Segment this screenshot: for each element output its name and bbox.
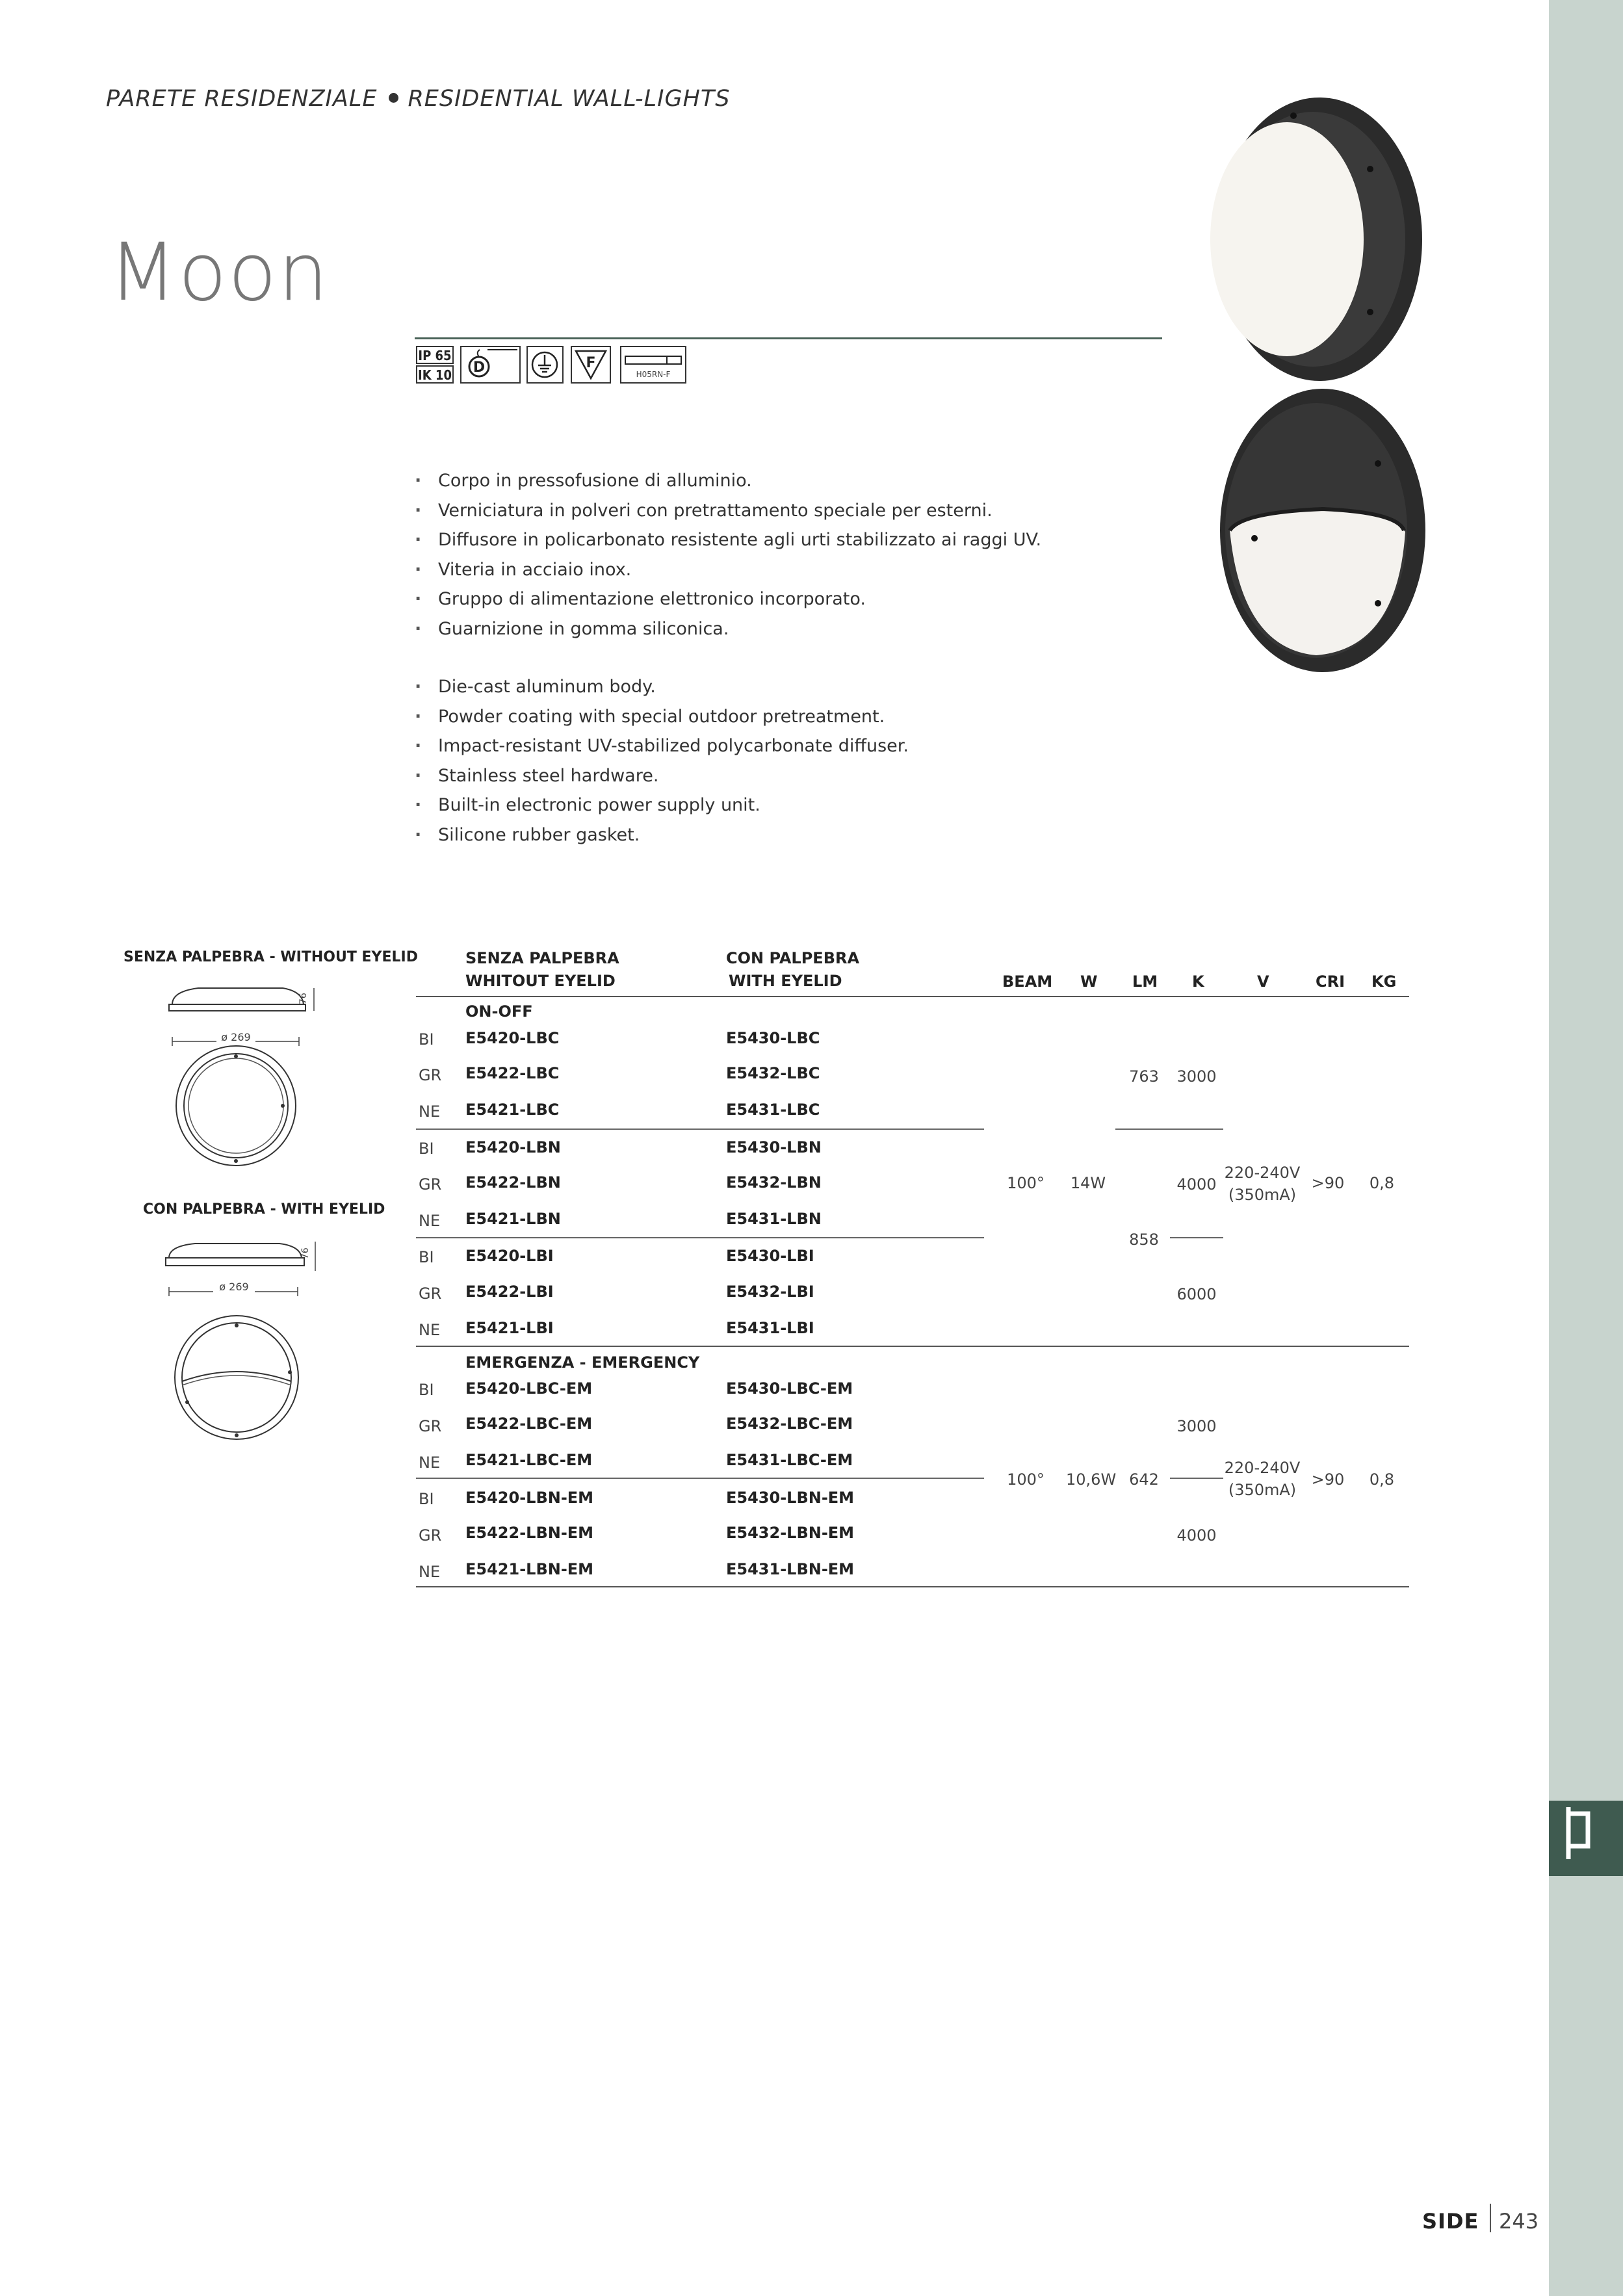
product-code: E5431-LBC-EM: [726, 1451, 853, 1469]
cri-value: >90: [1311, 1174, 1345, 1192]
product-code: E5430-LBN: [726, 1138, 822, 1156]
color-code: BI: [419, 1381, 434, 1399]
color-code: GR: [419, 1417, 442, 1435]
header-without-eyelid-en: WHITOUT EYELID: [465, 972, 616, 990]
earth-ground-icon: [526, 346, 564, 384]
k-divider: [1170, 1478, 1223, 1479]
section-rule: [416, 1346, 1409, 1347]
group-divider: [416, 1478, 984, 1479]
header-k: K: [1192, 972, 1204, 991]
header-w: W: [1080, 972, 1098, 991]
product-code: E5431-LBI: [726, 1319, 814, 1337]
list-item: · Diffusore in policarbonato resistente agli urti stabilizzato ai raggi UV.: [415, 525, 1041, 555]
kelvin-value: 3000: [1176, 1067, 1217, 1086]
product-code: E5432-LBC-EM: [726, 1415, 853, 1433]
diagram-label-with-eyelid: CON PALPEBRA - WITH EYELID: [143, 1201, 385, 1218]
product-code: E5431-LBN: [726, 1210, 822, 1228]
product-code: E5420-LBN: [465, 1138, 561, 1156]
beam-value: 100°: [1007, 1470, 1045, 1489]
k-divider: [1170, 1237, 1223, 1238]
product-code: E5422-LBN-EM: [465, 1524, 594, 1542]
weight-value: 0,8: [1369, 1174, 1395, 1192]
color-code: BI: [419, 1248, 434, 1266]
f-mark-letter: F: [586, 355, 596, 371]
color-code: NE: [419, 1563, 441, 1581]
header-lm: LM: [1132, 972, 1158, 991]
ik-rating-text: IK 10: [416, 365, 454, 384]
header-v: V: [1257, 972, 1269, 991]
product-code: E5420-LBC-EM: [465, 1379, 593, 1398]
cri-value: >90: [1311, 1470, 1345, 1489]
group-divider: [416, 1237, 984, 1238]
product-photo-without-eyelid: [1209, 98, 1430, 384]
header-cri: CRI: [1316, 972, 1345, 991]
list-item: · Die-cast aluminum body.: [415, 672, 909, 702]
voltage-value: 220-240V: [1224, 1164, 1301, 1182]
lumen-value: 763: [1129, 1067, 1159, 1086]
list-item: · Gruppo di alimentazione elettronico incorporato.: [415, 584, 1041, 614]
diagram-label-without-eyelid: SENZA PALPEBRA - WITHOUT EYELID: [123, 949, 418, 965]
page-number: 243: [1499, 2209, 1539, 2234]
product-photo-with-eyelid: [1215, 389, 1430, 675]
kelvin-value: 4000: [1176, 1526, 1217, 1545]
group-divider: [416, 1128, 984, 1130]
section-emergency: EMERGENZA - EMERGENCY: [465, 1353, 700, 1372]
color-code: BI: [419, 1030, 434, 1049]
product-code: E5421-LBI: [465, 1319, 554, 1337]
footer-separator: [1490, 2204, 1491, 2232]
weight-value: 0,8: [1369, 1470, 1395, 1489]
lumen-value: 642: [1129, 1470, 1159, 1489]
header-kg: KG: [1371, 972, 1397, 991]
product-code: E5430-LBN-EM: [726, 1489, 855, 1507]
color-code: NE: [419, 1321, 441, 1339]
product-code: E5420-LBN-EM: [465, 1489, 594, 1507]
diagram-without-eyelid: [159, 978, 322, 1173]
title-divider: [415, 337, 1162, 339]
color-code: GR: [419, 1066, 442, 1084]
color-code: BI: [419, 1490, 434, 1508]
list-item: · Built-in electronic power supply unit.: [415, 790, 909, 820]
kelvin-value: 3000: [1176, 1417, 1217, 1435]
voltage-value: 220-240V: [1224, 1459, 1301, 1477]
features-italian: [415, 466, 1041, 644]
lm-k-divider: [1115, 1128, 1223, 1130]
product-code: E5422-LBN: [465, 1173, 561, 1192]
product-code: E5421-LBC-EM: [465, 1451, 593, 1469]
header-with-eyelid-it: CON PALPEBRA: [726, 949, 860, 967]
footer-brand: SIDE: [1422, 2209, 1479, 2234]
current-value: (350mA): [1228, 1186, 1297, 1204]
list-item: · Silicone rubber gasket.: [415, 820, 909, 850]
section-on-off: ON-OFF: [465, 1002, 533, 1021]
color-code: NE: [419, 1454, 441, 1472]
header-beam: BEAM: [1002, 972, 1053, 991]
lumen-value: 858: [1129, 1231, 1159, 1249]
color-code: GR: [419, 1285, 442, 1303]
d-class-icon: [460, 346, 521, 384]
kelvin-value: 4000: [1176, 1175, 1217, 1194]
product-code: E5430-LBC: [726, 1029, 820, 1047]
product-code: E5431-LBC: [726, 1101, 820, 1119]
cable-h05rn-f-icon: [620, 346, 686, 384]
ip-rating-icon: [416, 346, 454, 384]
product-code: E5421-LBC: [465, 1101, 560, 1119]
list-item: · Stainless steel hardware.: [415, 761, 909, 791]
features-english: [415, 672, 909, 850]
diameter-dimension: ø 269: [219, 1281, 249, 1293]
color-code: NE: [419, 1212, 441, 1230]
kelvin-value: 6000: [1176, 1285, 1217, 1303]
height-dimension: 76: [298, 993, 309, 1004]
bullet-dot-icon: [389, 93, 398, 103]
product-code: E5422-LBC: [465, 1064, 560, 1082]
product-code: E5420-LBC: [465, 1029, 560, 1047]
product-code: E5432-LBC: [726, 1064, 820, 1082]
ip-rating-text: IP 65: [416, 346, 454, 364]
d-class-letter: D: [473, 359, 486, 376]
list-item: · Corpo in pressofusione di alluminio.: [415, 466, 1041, 496]
product-code: E5432-LBN-EM: [726, 1524, 855, 1542]
list-item: · Verniciatura in polveri con pretrattamento speciale per esterni.: [415, 496, 1041, 526]
current-value: (350mA): [1228, 1481, 1297, 1499]
list-item: · Viteria in acciaio inox.: [415, 555, 1041, 585]
product-title: Moon: [109, 226, 330, 319]
color-code: GR: [419, 1526, 442, 1545]
color-code: GR: [419, 1175, 442, 1194]
section-tab-icon: [1549, 1801, 1623, 1876]
product-code: E5432-LBI: [726, 1283, 814, 1301]
header-with-eyelid-en: WITH EYELID: [729, 972, 842, 990]
table-header-rule: [416, 996, 1409, 997]
list-item: · Powder coating with special outdoor pretreatment.: [415, 702, 909, 732]
diagram-with-eyelid: [156, 1232, 325, 1443]
product-code: E5421-LBN-EM: [465, 1560, 594, 1578]
watt-value: 14W: [1070, 1174, 1106, 1192]
product-code: E5430-LBI: [726, 1247, 814, 1265]
product-code: E5431-LBN-EM: [726, 1560, 855, 1578]
list-item: · Guarnizione in gomma siliconica.: [415, 614, 1041, 644]
product-code: E5422-LBC-EM: [465, 1415, 593, 1433]
cable-label: H05RN-F: [636, 370, 671, 379]
table-end-rule: [416, 1586, 1409, 1587]
list-item: · Impact-resistant UV-stabilized polycarbonate diffuser.: [415, 731, 909, 761]
f-mark-icon: [571, 346, 611, 384]
product-code: E5432-LBN: [726, 1173, 822, 1192]
watt-value: 10,6W: [1066, 1470, 1117, 1489]
diameter-dimension: ø 269: [221, 1031, 251, 1043]
side-color-band: [1549, 0, 1623, 2296]
product-code: E5430-LBC-EM: [726, 1379, 853, 1398]
product-code: E5422-LBI: [465, 1283, 554, 1301]
beam-value: 100°: [1007, 1174, 1045, 1192]
color-code: BI: [419, 1140, 434, 1158]
height-dimension: 76: [300, 1247, 311, 1259]
color-code: NE: [419, 1102, 441, 1121]
header-without-eyelid-it: SENZA PALPEBRA: [465, 949, 619, 967]
product-code: E5420-LBI: [465, 1247, 554, 1265]
product-code: E5421-LBN: [465, 1210, 561, 1228]
category-heading: PARETE RESIDENZIALE RESIDENTIAL WALL-LIGHTS: [106, 86, 731, 112]
